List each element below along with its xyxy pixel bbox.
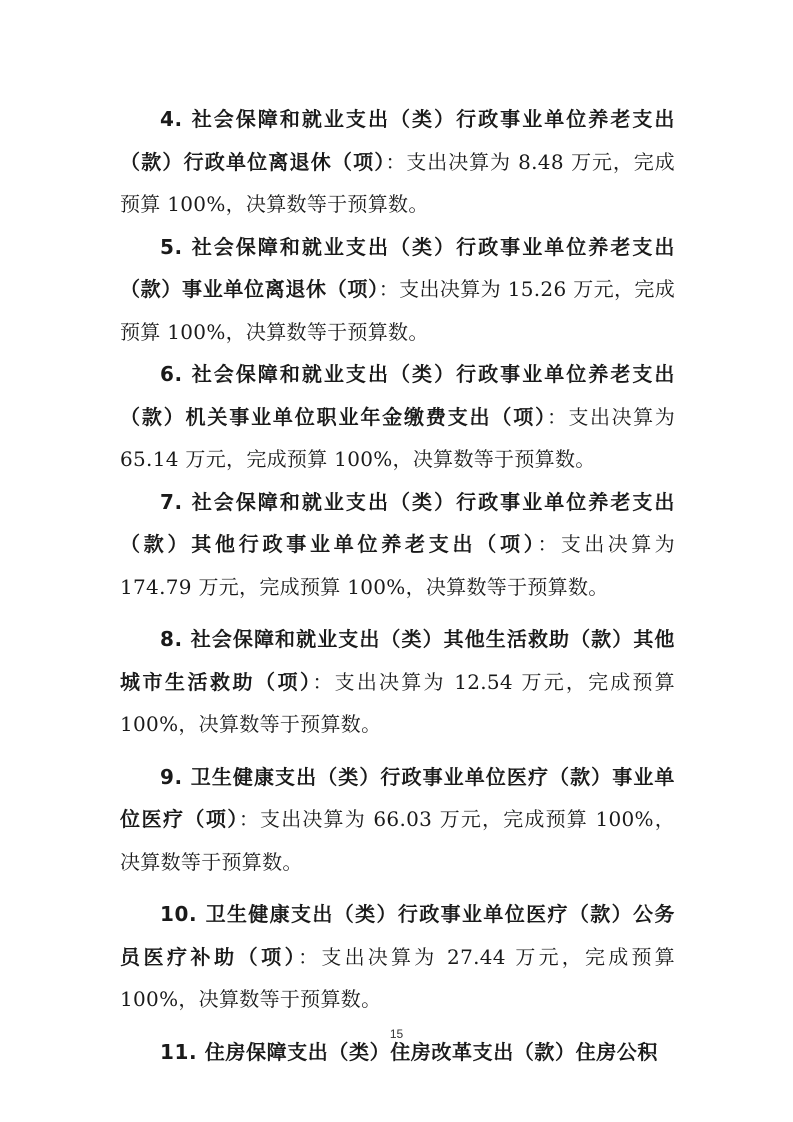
document-body [120,98,675,1073]
item-text: ：支出决算为 15.26 万元，完成预算 100%，决算数等于预算数。 [120,277,675,344]
page-number: 15 [389,1027,404,1041]
item-heading: 7. 社会保障和就业支出（类）行政事业单位养老支出（款）其他行政事业单位养老支出（项） [120,489,675,556]
item-heading: 8. 社会保障和就业支出（类）其他生活救助（款）其他城市生活救助（项） [120,627,675,694]
item-text: ：支出决算为 8.48 万元，完成预算 100%，决算数等于预算数。 [120,149,675,216]
item-heading: 5. 社会保障和就业支出（类）行政事业单位养老支出（款）事业单位离退休（项） [120,234,675,301]
budget-item-6 [120,353,675,481]
item-text: ：支出决算为 12.54 万元，完成预算 100%，决算数等于预算数。 [120,669,675,736]
budget-item-10 [120,893,675,1021]
budget-item-8 [120,618,675,746]
item-heading: 10. 卫生健康支出（类）行政事业单位医疗（款）公务员医疗补助（项） [120,902,675,969]
budget-item-4 [120,98,675,226]
item-heading: 4. 社会保障和就业支出（类）行政事业单位养老支出（款）行政单位离退休（项） [120,107,675,174]
item-heading: 11. 住房保障支出（类）住房改革支出（款）住房公积 [160,1039,658,1064]
budget-item-9 [120,756,675,884]
budget-item-5 [120,226,675,354]
item-heading: 9. 卫生健康支出（类）行政事业单位医疗（款）事业单位医疗（项） [120,764,675,831]
item-text: ：支出决算为 65.14 万元，完成预算 100%，决算数等于预算数。 [120,404,675,471]
item-text: ：支出决算为 66.03 万元，完成预算 100%，决算数等于预算数。 [120,807,675,874]
item-heading: 6. 社会保障和就业支出（类）行政事业单位养老支出（款）机关事业单位职业年金缴费支出（项） [120,362,675,429]
budget-item-7 [120,481,675,609]
item-text: ：支出决算为 27.44 万元，完成预算 100%，决算数等于预算数。 [120,944,675,1011]
item-text: ：支出决算为 174.79 万元，完成预算 100%，决算数等于预算数。 [120,532,675,599]
